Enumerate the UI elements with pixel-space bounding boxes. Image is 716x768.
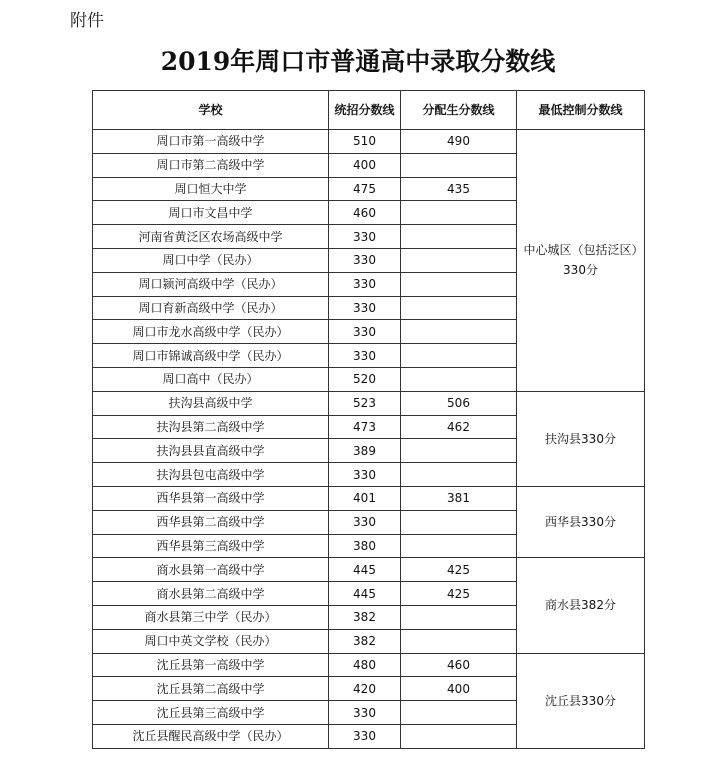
cell-allocation (401, 248, 517, 272)
cell-school: 周口育新高级中学（民办） (93, 296, 329, 320)
cell-school: 周口市第一高级中学 (93, 130, 329, 154)
cell-school: 周口市文昌中学 (93, 201, 329, 225)
header-unified: 统招分数线 (329, 91, 401, 130)
cell-school: 河南省黄泛区农场高级中学 (93, 225, 329, 249)
cell-allocation (401, 367, 517, 391)
cell-allocation (401, 629, 517, 653)
table-row (93, 486, 645, 510)
cell-unified: 480 (329, 653, 401, 677)
cell-school: 周口颍河高级中学（民办） (93, 272, 329, 296)
cell-allocation (401, 320, 517, 344)
cell-unified: 445 (329, 582, 401, 606)
table-row (93, 653, 645, 677)
cell-unified: 473 (329, 415, 401, 439)
cell-unified: 330 (329, 724, 401, 748)
cell-region-minimum: 沈丘县330分 (517, 653, 645, 748)
cell-allocation: 425 (401, 582, 517, 606)
cell-allocation: 506 (401, 391, 517, 415)
cell-school: 商水县第二高级中学 (93, 582, 329, 606)
cell-unified: 330 (329, 510, 401, 534)
cell-allocation (401, 510, 517, 534)
cell-school: 沈丘县醒民高级中学（民办） (93, 724, 329, 748)
cell-school: 商水县第一高级中学 (93, 558, 329, 582)
cell-allocation (401, 296, 517, 320)
cell-school: 西华县第一高级中学 (93, 486, 329, 510)
cell-school: 扶沟县第二高级中学 (93, 415, 329, 439)
cell-region-minimum: 扶沟县330分 (517, 391, 645, 486)
cell-school: 沈丘县第一高级中学 (93, 653, 329, 677)
cell-unified: 330 (329, 272, 401, 296)
cell-school: 沈丘县第三高级中学 (93, 701, 329, 725)
cell-allocation: 425 (401, 558, 517, 582)
cell-school: 周口中学（民办） (93, 248, 329, 272)
header-school: 学校 (93, 91, 329, 130)
cell-unified: 330 (329, 701, 401, 725)
table-body (93, 130, 645, 749)
cell-allocation: 490 (401, 130, 517, 154)
cell-unified: 445 (329, 558, 401, 582)
cell-unified: 389 (329, 439, 401, 463)
cell-unified: 330 (329, 463, 401, 487)
cell-unified: 460 (329, 201, 401, 225)
cell-school: 扶沟县县直高级中学 (93, 439, 329, 463)
cell-unified: 382 (329, 605, 401, 629)
header-minimum: 最低控制分数线 (517, 91, 645, 130)
cell-school: 西华县第三高级中学 (93, 534, 329, 558)
cell-school: 西华县第二高级中学 (93, 510, 329, 534)
cell-allocation (401, 534, 517, 558)
attachment-label: 附件 (70, 11, 104, 31)
cell-allocation: 435 (401, 177, 517, 201)
cell-allocation: 400 (401, 677, 517, 701)
cell-allocation (401, 439, 517, 463)
cell-allocation (401, 701, 517, 725)
cell-region-minimum: 西华县330分 (517, 486, 645, 557)
cell-unified: 475 (329, 177, 401, 201)
score-table (92, 90, 645, 749)
cell-allocation (401, 724, 517, 748)
cell-school: 周口高中（民办） (93, 367, 329, 391)
cell-allocation (401, 344, 517, 368)
cell-allocation (401, 272, 517, 296)
table-header-row (93, 91, 645, 130)
cell-unified: 330 (329, 225, 401, 249)
page-title: 2019年周口市普通高中录取分数线 (160, 47, 556, 76)
cell-school: 扶沟县包屯高级中学 (93, 463, 329, 487)
cell-unified: 330 (329, 248, 401, 272)
cell-allocation: 381 (401, 486, 517, 510)
cell-school: 周口市第二高级中学 (93, 153, 329, 177)
cell-allocation: 460 (401, 653, 517, 677)
cell-school: 周口市锦诚高级中学（民办） (93, 344, 329, 368)
cell-allocation (401, 463, 517, 487)
cell-school: 周口市龙水高级中学（民办） (93, 320, 329, 344)
cell-allocation (401, 153, 517, 177)
table-row (93, 391, 645, 415)
cell-unified: 380 (329, 534, 401, 558)
cell-unified: 330 (329, 344, 401, 368)
cell-school: 周口中英文学校（民办） (93, 629, 329, 653)
cell-unified: 420 (329, 677, 401, 701)
cell-region-minimum: 商水县382分 (517, 558, 645, 653)
cell-school: 商水县第三中学（民办） (93, 605, 329, 629)
header-allocation: 分配生分数线 (401, 91, 517, 130)
cell-allocation: 462 (401, 415, 517, 439)
cell-unified: 510 (329, 130, 401, 154)
cell-unified: 401 (329, 486, 401, 510)
table-row (93, 558, 645, 582)
cell-allocation (401, 225, 517, 249)
cell-unified: 520 (329, 367, 401, 391)
cell-school: 沈丘县第二高级中学 (93, 677, 329, 701)
cell-region-minimum: 中心城区（包括泛区）330分 (517, 130, 645, 392)
cell-unified: 523 (329, 391, 401, 415)
cell-allocation (401, 201, 517, 225)
cell-unified: 382 (329, 629, 401, 653)
cell-unified: 330 (329, 320, 401, 344)
cell-unified: 330 (329, 296, 401, 320)
table-row (93, 130, 645, 154)
cell-unified: 400 (329, 153, 401, 177)
cell-school: 周口恒大中学 (93, 177, 329, 201)
cell-allocation (401, 605, 517, 629)
cell-school: 扶沟县高级中学 (93, 391, 329, 415)
